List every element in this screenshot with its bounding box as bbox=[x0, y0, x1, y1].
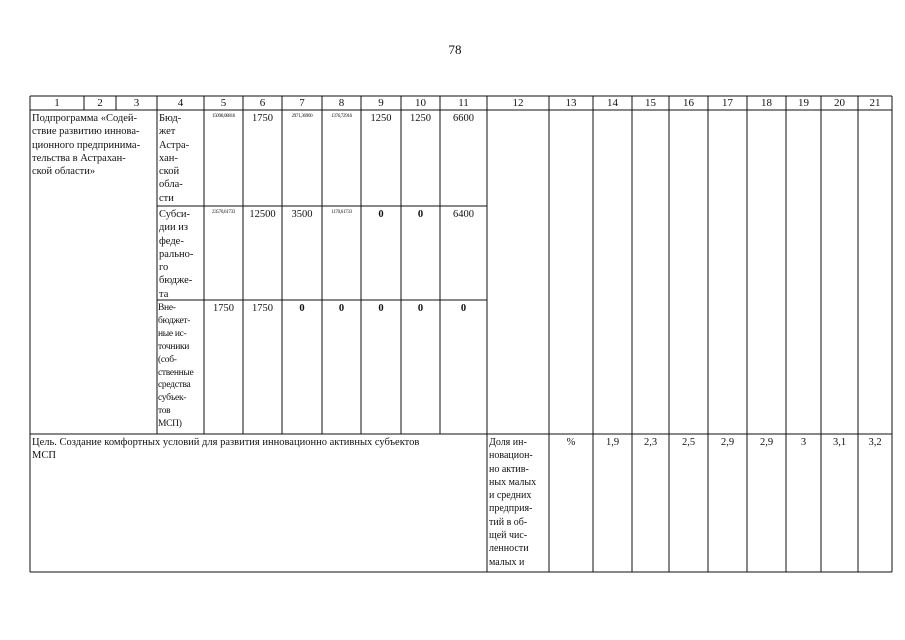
header-col-21: 21 bbox=[869, 97, 881, 109]
source-line: рально- bbox=[159, 248, 194, 260]
row3-col7-value: 0 bbox=[299, 303, 305, 314]
header-col-1: 1 bbox=[54, 97, 60, 109]
source-line: бюдже- bbox=[159, 275, 193, 287]
source-line: точники bbox=[158, 341, 190, 352]
source-line: Субси- bbox=[159, 209, 190, 220]
source-line: бюджет- bbox=[158, 315, 191, 326]
source-line: субъек- bbox=[158, 393, 187, 404]
indicator-line: щей чис- bbox=[489, 530, 528, 542]
goal-text-line: МСП bbox=[32, 450, 56, 462]
header-col-4: 4 bbox=[177, 97, 184, 109]
header-col-10: 10 bbox=[415, 97, 426, 109]
row1-col5-value: 15098,08816 bbox=[212, 114, 235, 119]
header-col-11: 11 bbox=[458, 97, 469, 109]
header-col-15: 15 bbox=[645, 97, 656, 109]
row1-col7-value: 2971,36900 bbox=[291, 114, 313, 119]
header-col-20: 20 bbox=[834, 97, 845, 109]
source-line: (соб- bbox=[158, 354, 177, 365]
source-line: Вне- bbox=[158, 303, 176, 313]
source-line: обла- bbox=[159, 179, 183, 191]
row3-col8-value: 0 bbox=[338, 303, 345, 314]
source-line: ные ис- bbox=[158, 328, 187, 339]
goal-indicator bbox=[489, 436, 549, 569]
header-col-5: 5 bbox=[220, 97, 227, 109]
indicator-line: ленности bbox=[489, 543, 529, 555]
row2-col11-value: 6400 bbox=[453, 209, 474, 220]
source-line: тов bbox=[158, 406, 171, 417]
funding-source-federal-subsidies bbox=[159, 208, 204, 301]
source-line: ственные bbox=[158, 367, 194, 378]
source-line: средства bbox=[158, 380, 191, 391]
goal-value-col16: 2,5 bbox=[681, 437, 696, 448]
source-line: жет bbox=[159, 126, 176, 138]
goal-value-col17: 2,9 bbox=[720, 437, 735, 448]
header-col-17: 17 bbox=[722, 97, 733, 109]
row1-col6-value: 1750 bbox=[252, 113, 273, 124]
row1-col10-value: 1250 bbox=[410, 113, 431, 124]
row2-col7-value: 3500 bbox=[291, 209, 313, 220]
indicator-line: тий в об- bbox=[489, 516, 528, 528]
row3-col5-value: 1750 bbox=[213, 303, 234, 314]
header-col-14: 14 bbox=[607, 97, 618, 109]
header-col-3: 3 bbox=[133, 97, 140, 109]
source-line: хан- bbox=[159, 152, 178, 164]
row2-col5-value: 23570,61733 bbox=[212, 210, 235, 215]
source-line: феде- bbox=[159, 235, 184, 247]
row3-col6-value: 1750 bbox=[252, 303, 273, 314]
header-col-16: 16 bbox=[683, 97, 694, 109]
header-col-13: 13 bbox=[565, 97, 577, 109]
goal-value-col18: 2,9 bbox=[759, 437, 774, 448]
indicator-line: но актив- bbox=[489, 463, 529, 475]
goal-text bbox=[32, 436, 484, 463]
row3-col10-value: 0 bbox=[417, 303, 424, 314]
goal-value-col20: 3,1 bbox=[832, 437, 847, 448]
source-line: ской bbox=[159, 166, 180, 178]
header-col-6: 6 bbox=[259, 97, 266, 109]
header-col-7: 7 bbox=[299, 97, 305, 109]
header-col-18: 18 bbox=[761, 97, 772, 109]
goal-value-col21: 3,2 bbox=[868, 437, 882, 448]
row1-col9-value: 1250 bbox=[370, 113, 392, 124]
page-number: 78 bbox=[448, 42, 462, 57]
row2-col9-value: 0 bbox=[378, 209, 384, 220]
indicator-line: новацион- bbox=[489, 450, 533, 462]
indicator-line: и средних bbox=[489, 490, 532, 502]
header-col-8: 8 bbox=[338, 97, 345, 109]
funding-source-regional-budget bbox=[159, 112, 204, 205]
indicator-line: Доля ин- bbox=[489, 437, 527, 448]
source-line: го bbox=[159, 262, 169, 274]
row1-col11-value: 6600 bbox=[453, 113, 474, 124]
goal-value-col14: 1,9 bbox=[605, 437, 620, 448]
row1-col8-value: 1376,72916 bbox=[331, 114, 352, 119]
source-line: Астра- bbox=[159, 139, 190, 151]
subprogram-title-line: ствие развитию иннова- bbox=[32, 126, 140, 138]
row3-col11-value: 0 bbox=[460, 303, 467, 314]
funding-source-extrabudgetary bbox=[158, 302, 204, 431]
indicator-line: малых и bbox=[489, 556, 525, 568]
header-col-12: 12 bbox=[512, 97, 524, 109]
source-line: та bbox=[159, 288, 169, 300]
header-col-19: 19 bbox=[798, 97, 809, 109]
row2-col6-value: 12500 bbox=[249, 209, 276, 220]
goal-value-col19: 3 bbox=[800, 437, 807, 448]
goal-text-line: Цель. Создание комфортных условий для развития инновационно активных субъектов bbox=[32, 437, 420, 448]
goal-unit: % bbox=[566, 437, 576, 448]
subprogram-title-line: Подпрограмма «Содей- bbox=[32, 113, 138, 124]
row3-col9-value: 0 bbox=[378, 303, 384, 314]
header-col-9: 9 bbox=[378, 97, 384, 109]
source-line: дии из bbox=[159, 222, 188, 234]
indicator-line: предприя- bbox=[489, 503, 533, 515]
source-line: сти bbox=[159, 192, 174, 204]
row2-col10-value: 0 bbox=[417, 209, 424, 220]
indicator-line: ных малых bbox=[489, 476, 537, 488]
header-col-2: 2 bbox=[97, 97, 103, 109]
source-line: Бюд- bbox=[159, 113, 182, 124]
subprogram-title-line: тельства в Астрахан- bbox=[32, 152, 126, 164]
source-line: МСП) bbox=[158, 419, 182, 430]
row2-col8-value: 1170,61733 bbox=[331, 210, 352, 215]
subprogram-title bbox=[32, 112, 157, 178]
goal-value-col15: 2,3 bbox=[643, 437, 658, 448]
subprogram-title-line: ционного предпринима- bbox=[32, 139, 141, 151]
subprogram-title-line: ской области» bbox=[32, 166, 96, 178]
